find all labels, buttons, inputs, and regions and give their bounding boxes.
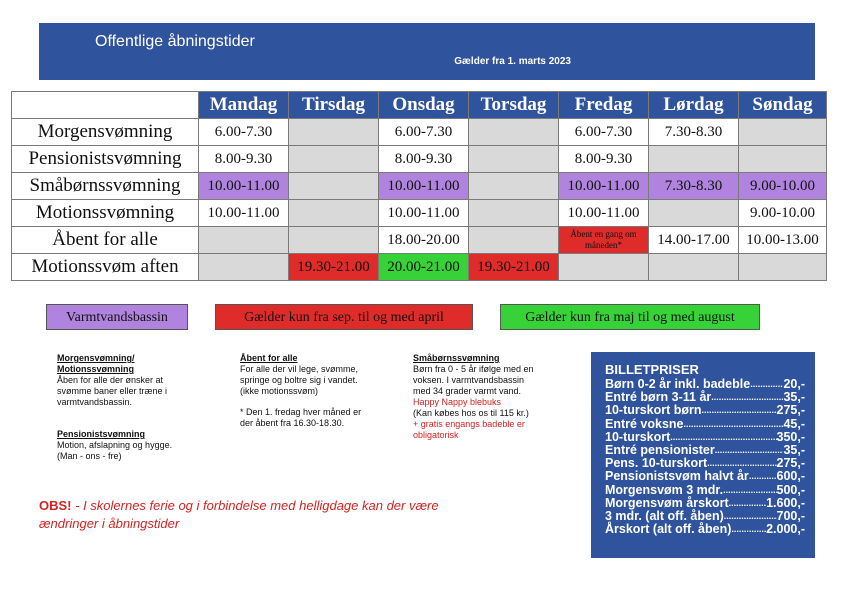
note-footnote: * Den 1. fredag hver måned er der åbent fra 16.30-18.30. <box>240 407 362 428</box>
schedule-row <box>12 227 827 254</box>
day-header: Onsdag <box>379 92 469 119</box>
price-value: 35,- <box>783 390 805 405</box>
schedule-row <box>12 119 827 146</box>
schedule-cell <box>649 146 739 173</box>
price-list <box>605 378 805 536</box>
price-value: 1.600,- <box>766 495 805 510</box>
note-body: Motion, afslapning og hygge. (Man - ons - fre) <box>57 440 173 461</box>
price-value: 275,- <box>776 403 805 418</box>
schedule-cell: 7.30-8.30 <box>649 119 739 146</box>
row-label: Motionssvøm aften <box>12 254 199 281</box>
schedule-cell <box>739 119 827 146</box>
price-row <box>605 404 805 417</box>
price-label: Pens. 10-turskort <box>605 456 708 471</box>
schedule-cell <box>199 227 289 254</box>
price-label: Entré pensionister <box>605 443 715 458</box>
price-value: 350,- <box>776 429 805 444</box>
page-title: Offentlige åbningstider <box>95 33 255 50</box>
price-leader-dots <box>684 418 784 431</box>
schedule-cell: 18.00-20.00 <box>379 227 469 254</box>
schedule-cell <box>469 119 559 146</box>
schedule-cell: 10.00-11.00 <box>199 173 289 200</box>
row-label: Morgensvømning <box>12 119 199 146</box>
schedule-cell: 8.00-9.30 <box>559 146 649 173</box>
price-value: 700,- <box>776 509 805 524</box>
schedule-cell: 10.00-11.00 <box>379 200 469 227</box>
row-label: Småbørnssvømning <box>12 173 199 200</box>
note-body: Børn fra 0 - 5 år ifølge med en voksen. I varmtvandsbassin med 34 grader varmt vand. <box>413 364 534 396</box>
schedule-cell <box>469 227 559 254</box>
schedule-row <box>12 200 827 227</box>
price-row <box>605 523 805 536</box>
schedule-cell <box>469 146 559 173</box>
schedule-cell: 10.00-11.00 <box>559 173 649 200</box>
price-value: 275,- <box>776 456 805 471</box>
schedule-cell <box>289 119 379 146</box>
row-label: Pensionistsvømning <box>12 146 199 173</box>
note-pensionist <box>57 429 182 462</box>
price-leader-dots <box>749 470 777 483</box>
schedule-row <box>12 173 827 200</box>
row-label: Åbent for alle <box>12 227 199 254</box>
schedule-cell <box>289 227 379 254</box>
price-leader-dots <box>750 378 783 391</box>
price-label: Årskort (alt off. åben) <box>605 522 732 537</box>
price-label: Entré voksne <box>605 416 684 431</box>
price-leader-dots <box>729 497 766 510</box>
note-blebuks: Happy Nappy blebuks <box>413 397 502 407</box>
schedule-cell <box>739 254 827 281</box>
header-banner <box>39 23 815 80</box>
day-header: Fredag <box>559 92 649 119</box>
price-value: 2.000,- <box>766 522 805 537</box>
price-label: Pensionistsvøm halvt år <box>605 469 749 484</box>
schedule-cell <box>199 254 289 281</box>
day-header: Tirsdag <box>289 92 379 119</box>
schedule-cell: 6.00-7.30 <box>199 119 289 146</box>
price-value: 600,- <box>776 469 805 484</box>
note-smaabornssvomning <box>413 353 541 441</box>
schedule-row <box>12 146 827 173</box>
price-value: 45,- <box>783 416 805 431</box>
schedule-cell <box>739 146 827 173</box>
obs-lead: OBS! <box>39 498 72 513</box>
schedule-cell: 10.00-11.00 <box>379 173 469 200</box>
schedule-cell: 9.00-10.00 <box>739 200 827 227</box>
schedule-cell: 8.00-9.30 <box>199 146 289 173</box>
schedule-row <box>12 254 827 281</box>
price-value: 20,- <box>783 377 805 391</box>
valid-from-text: Gælder fra 1. marts 2023 <box>454 56 571 67</box>
schedule-cell: 9.00-10.00 <box>739 173 827 200</box>
legend-varmtvandsbassin: Varmtvandsbassin <box>46 304 188 330</box>
schedule-cell: 10.00-11.00 <box>559 200 649 227</box>
note-title: Pensionistsvømning <box>57 429 146 439</box>
obs-text: - I skolernes ferie og i forbindelse med helligdage kan der være ændringer i åbningstider <box>39 498 439 531</box>
note-body: Åben for alle der ønsker at svømme baner eller træne i varmtvandsbassin. <box>57 375 168 407</box>
note-badeble: + gratis engangs badeble er obligatorisk <box>413 419 525 440</box>
note-aabent-for-alle <box>240 353 365 429</box>
schedule-table <box>11 91 827 281</box>
price-row <box>605 484 805 497</box>
note-title: Morgensvømning/ Motionssvømning <box>57 353 135 374</box>
schedule-cell <box>289 200 379 227</box>
price-label: Entré børn 3-11 år <box>605 390 712 405</box>
legend-sep-april: Gælder kun fra sep. til og med april <box>215 304 473 330</box>
note-title: Småbørnssvømning <box>413 353 500 363</box>
price-value: 35,- <box>783 443 805 458</box>
day-header: Søndag <box>739 92 827 119</box>
schedule-cell: 10.00-13.00 <box>739 227 827 254</box>
price-label: Børn 0-2 år inkl. badeble <box>605 377 751 391</box>
corner-cell <box>12 92 199 119</box>
obs-notice <box>39 497 479 533</box>
prices-title: BILLETPRISER <box>605 362 699 377</box>
schedule-cell: 14.00-17.00 <box>649 227 739 254</box>
note-price-info: (Kan købes hos os til 115 kr.) <box>413 408 529 418</box>
price-value: 500,- <box>776 482 805 497</box>
schedule-cell: 6.00-7.30 <box>559 119 649 146</box>
schedule-cell: 19.30-21.00 <box>289 254 379 281</box>
day-header: Lørdag <box>649 92 739 119</box>
price-label: 10-turskort børn <box>605 403 702 418</box>
schedule-cell <box>469 173 559 200</box>
schedule-cell: 8.00-9.30 <box>379 146 469 173</box>
note-morgensvomning <box>57 353 182 408</box>
price-leader-dots <box>723 484 776 497</box>
note-title: Åbent for alle <box>240 353 298 363</box>
note-body: For alle der vil lege, svømme, springe og boltre sig i vandet. (ikke motionssvøm) <box>240 364 359 396</box>
schedule-cell: 19.30-21.00 <box>469 254 559 281</box>
schedule-cell: 20.00-21.00 <box>379 254 469 281</box>
price-row <box>605 418 805 431</box>
price-leader-dots <box>715 444 784 457</box>
billetpriser-box <box>591 352 815 558</box>
schedule-cell: 10.00-11.00 <box>199 200 289 227</box>
row-label: Motionssvømning <box>12 200 199 227</box>
price-leader-dots <box>711 391 783 404</box>
schedule-cell <box>289 173 379 200</box>
day-header: Torsdag <box>469 92 559 119</box>
schedule-cell <box>289 146 379 173</box>
schedule-cell: 7.30-8.30 <box>649 173 739 200</box>
schedule-cell: 6.00-7.30 <box>379 119 469 146</box>
price-label: Morgensvøm 3 mdr. <box>605 482 724 497</box>
schedule-cell <box>649 200 739 227</box>
price-label: 10-turskort <box>605 429 671 444</box>
schedule-cell <box>559 254 649 281</box>
price-label: Morgensvøm årskort <box>605 495 729 510</box>
schedule-cell: Åbent en gang om måneden* <box>559 227 649 254</box>
day-header-row <box>12 92 827 119</box>
price-row <box>605 470 805 483</box>
day-header: Mandag <box>199 92 289 119</box>
schedule-cell <box>649 254 739 281</box>
price-leader-dots <box>731 523 766 536</box>
legend-maj-august: Gælder kun fra maj til og med august <box>500 304 760 330</box>
price-label: 3 mdr. (alt off. åben) <box>605 509 724 524</box>
price-leader-dots <box>702 404 777 417</box>
schedule-cell <box>469 200 559 227</box>
